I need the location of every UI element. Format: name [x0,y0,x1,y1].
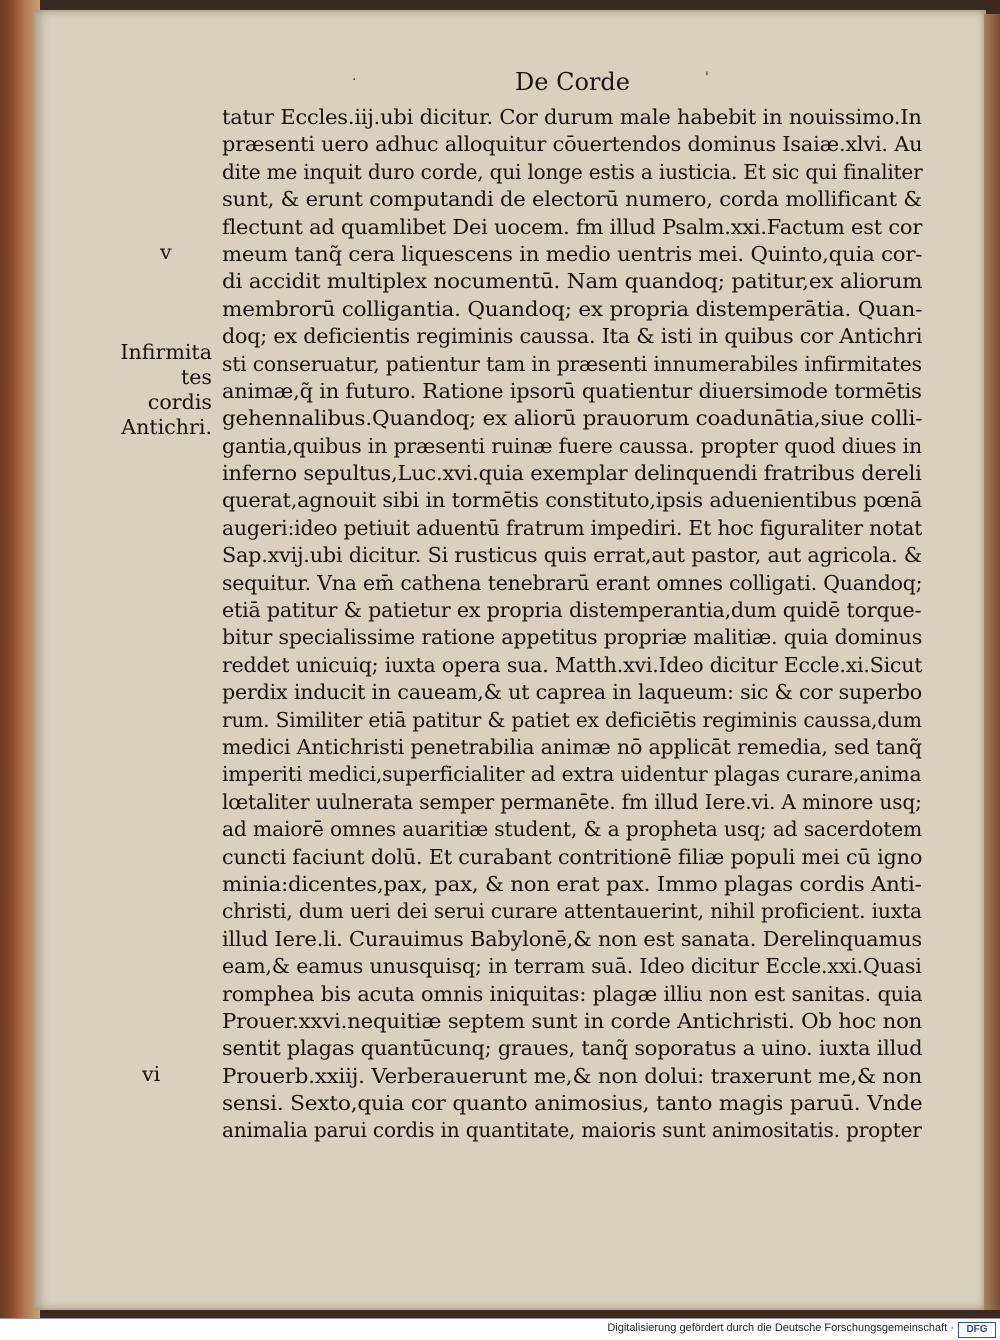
margin-note-line: Antichri. [121,415,212,439]
margin-note-line: tes cordis [147,365,212,414]
text-line: doq; ex deficientis regiminis caussa. Ita & isti in quibus cor Antichri [222,324,923,349]
text-line: medici Antichristi penetrabilia animæ nō applicāt remedia, sed tanq̃ [222,734,922,759]
header-mark-left: · [352,72,357,88]
header-mark-right: ' [705,70,709,86]
text-line: Sap.xvij.ubi dicitur. Si rusticus quis errat,aut pastor, aut agricola. & [222,543,923,568]
text-line: sensi. Sexto,quia cor quanto animosius, tanto magis paruū. Vnde [222,1091,923,1116]
margin-numeral-v: v [160,240,172,264]
text-line: sequitur. Vna em̄ cathena tenebrarū erant omnes colligati. Quandoq; [222,570,923,595]
text-line: cuncti faciunt dolū. Et curabant contritionē filiæ populi mei cū igno [222,844,923,869]
text-line: rum. Similiter etiā patitur & patiet ex deficiētis regiminis caussa,dum [222,707,922,732]
body-text [222,104,922,1145]
text-line: tatur Eccles.iij.ubi dicitur. Cor durum male habebit in nouissimo.In [222,105,922,129]
text-line: animalia parui cordis in quantitate, maioris sunt animositatis. propter [222,1118,922,1143]
text-line: meum tanq̃ cera liquescens in medio uentris mei. Quinto,quia cor- [222,241,923,266]
text-line: flectunt ad quamlibet Dei uocem. fm illud Psalm.xxi.Factum est cor [222,214,923,239]
text-line: querat,agnouit sibi in tormētis constituto,ipsis aduenientibus pœnā [222,488,923,513]
text-line: ad maiorē omnes auaritiæ student, & a propheta usq; ad sacerdotem [222,817,923,842]
margin-numeral-vi: vi [142,1062,161,1086]
margin-note-line: Infirmita [120,340,212,364]
margin-note-infirmitates [116,340,212,440]
text-line: Prouerb.xxiij. Verberauerunt me,& non dolui: traxerunt me,& non [222,1063,923,1088]
text-line: animæ,q̃ in futuro. Ratione ipsorū quatientur diuersimode tormētis [222,378,922,403]
text-line: etiā patitur & patietur ex propria distemperantia,dum quidē torque- [222,598,922,623]
page-right-edge [984,14,1000,1310]
text-line: bitur specialissime ratione appetitus propriæ malitiæ. quia dominus [222,625,923,650]
text-line: christi, dum ueri dei serui curare attentauerint, nihil proficient. iuxta [222,899,922,924]
text-line: augeri:ideo petiuit aduentū fratrum impediri. Et hoc figuraliter notat [222,515,923,540]
text-line: Prouer.xxvi.nequitiæ septem sunt in corde Antichristi. Ob hoc non [222,1008,923,1033]
running-head: De Corde [515,68,630,96]
text-line: minia:dicentes,pax, pax, & non erat pax. Immo plagas cordis Anti- [222,871,922,896]
text-line: gehennalibus.Quandoq; ex aliorū prauorum coadunātia,siue colli- [222,406,923,431]
text-line: lœtaliter uulnerata semper permanēte. fm illud Iere.vi. A minore usq; [222,789,922,814]
funding-credit: Digitalisierung gefördert durch die Deutsche Forschungsgemeinschaft · [607,1322,954,1334]
text-line: eam,& eamus unusquisq; in terram suā. Ideo dicitur Eccle.xxi.Quasi [222,954,922,979]
text-line: gantia,quibus in præsenti ruinæ fuere caussa. propter quod diues in [222,433,923,458]
text-line: romphea bis acuta omnis iniquitas: plagæ illiu non est sanitas. quia [222,981,923,1006]
text-line: imperiti medici,superficialiter ad extra uidentur plagas curare,anima [222,762,922,787]
text-line: sentit plagas quantūcunq; graues, tanq̃ soporatus a uino. iuxta illud [222,1036,923,1061]
text-line: di accidit multiplex nocumentū. Nam quandoq; patitur,ex aliorum [222,269,923,294]
text-line: membrorū colligantia. Quandoq; ex propria distemperātia. Quan- [222,296,923,321]
text-line: dite me inquit duro corde, qui longe estis a iusticia. Et sic qui finaliter [222,159,923,184]
text-line: illud Iere.li. Curauimus Babylonē,& non est sanata. Derelinquamus [222,926,922,951]
text-line: sunt, & erunt computandi de electorū numero, corda mollificant & [222,187,922,212]
text-line: reddet unicuiq; iuxta opera sua. Matth.xvi.Ideo dicitur Eccle.xi.Sicut [222,652,923,677]
dfg-logo: DFG [958,1322,996,1338]
text-line: perdix inducit in caueam,& ut caprea in laqueum: sic & cor superbo [222,680,922,705]
text-line: præsenti uero adhuc alloquitur cōuertendos dominus Isaiæ.xlvi. Au [222,132,923,157]
footer-bar [0,1318,1000,1340]
text-line: inferno sepultus,Luc.xvi.quia exemplar delinquendi fratribus dereli [222,461,922,486]
text-line: sti conseruatur, patientur tam in præsenti innumerabiles infirmitates [222,351,922,376]
